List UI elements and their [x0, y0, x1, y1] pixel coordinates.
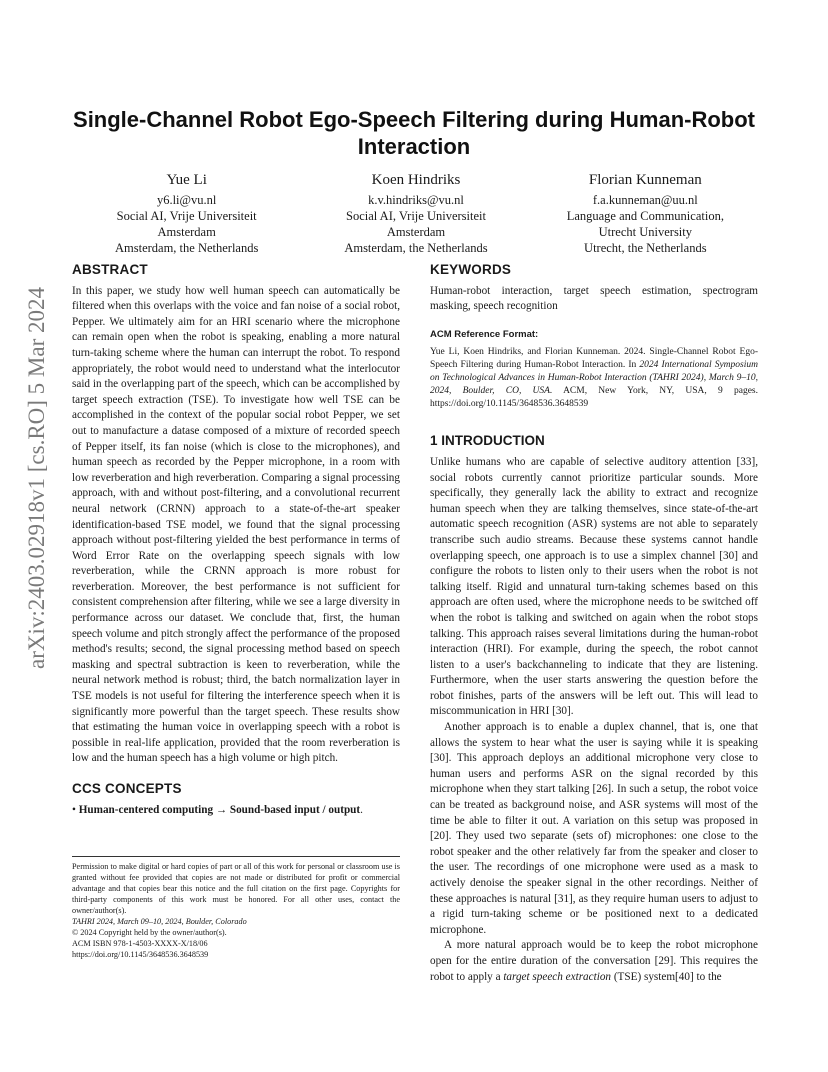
keywords-text: Human-robot interaction, target speech estimation, spectrogram masking, speech recognition: [430, 284, 758, 313]
keywords-heading: KEYWORDS: [430, 262, 512, 277]
acm-reference-part1: Yue Li, Koen Hindriks, and Florian Kunneman. 2024. Single-Channel Robot Ego-Speech Filtering during Human-Robot Interaction. In: [430, 347, 758, 371]
author-affiliation-line: Amsterdam: [157, 225, 216, 239]
right-column: [430, 262, 758, 985]
abstract-text: In this paper, we study how well human speech can automatically be filtered when this overlaps with the voice and fan noise of a social robot, Pepper. We ultimately aim for an HRI scenario where the microphone can remain open when the robot is speaking, enabling a more natural turn-taking scheme where the human can interrupt the robot. To respond appropriately, the robot would need to understand what the interlocutor said in the overlapping part of the speech, which can be accomplished by target speech extraction (TSE). To investigate how well TSE can be accomplished in the context of the popular social robot Pepper, we set out to manufacture a datase composed of a mixture of recorded speech of Pepper itself, its fan noise (which is close to the microphones), and human speech as recorded by the Pepper microphone, in a room with low reverberation and high reverberation. Comparing a signal processing approach, with and without post-filtering, and a convolutional recurrent neural network (CRNN) approach to a state-of-the-art speaker identification-based TSE model, we found that the signal processing approach without post-filtering yielded the best performance in terms of Word Error Rate on the overlapping speech signals with low reverberation, while the CRNN approach is more robust for reverberation. Moreover, the best performance is not sufficient for consistent comprehension after filtering, while we see a large diversity in performance across our dataset. We conclude that, first, the human speech volume and pitch strongly affect the performance of the proposed method's results; second, the signal processing method based on speech masking and spectral subtraction is keen to reverberation, while the neural network method is robust; third, the batch normalization layer in TSE models is not useful for filtering the interference speech when it is significantly more powerful than the target speech. These results show that estimating the human voice in overlapping speech with a robot is possible in real-life application, provided that the room reverberation is low and the human speech has a high volume or high pitch.: [72, 284, 400, 765]
ccs-heading: CCS CONCEPTS: [72, 781, 182, 796]
intro-emphasis: target speech extraction: [503, 970, 612, 983]
author-1: [72, 170, 301, 256]
isbn-line: ACM ISBN 978-1-4503-XXXX-X/18/06: [72, 939, 208, 948]
ccs-end: .: [360, 803, 363, 816]
ccs-arrow: →: [215, 803, 228, 816]
author-affiliation-line: Social AI, Vrije Universiteit: [116, 209, 257, 223]
ccs-concept: [72, 803, 400, 819]
intro-heading: 1 INTRODUCTION: [430, 433, 545, 449]
acm-reference-heading: ACM Reference Format:: [430, 328, 539, 340]
author-name: Koen Hindriks: [371, 172, 461, 188]
author-affiliation-line: Utrecht, the Netherlands: [584, 241, 707, 255]
abstract-heading: ABSTRACT: [72, 262, 148, 277]
intro-paragraph-1: Unlike humans who are capable of selective auditory attention [33], social robots currently cannot prioritize particular sounds. More specifically, they generally lack the ability to extract and recognize human speech when they are talking themselves, since state-of-the-art automatic speech recognition (ASR) systems are not able to separately transcribe such audio streams. Because these systems cannot handle overlapping speech, one approach is to use a simplex channel [30] and configure the robots to listen only to their users when the robot is not talking itself. Rigid and unnatural turn-taking schemes based on this approach are often used, where the microphone needs to be switched off when the robot is talking and switched on again when the robot stops talking. This approach raises several limitations during the human-robot interaction (HRI). For example, during the speech, the robot cannot listen to a user's backchanneling to indicate that they are listening. Furthermore, when the user starts answering the question before the robot finishes, parts of the answers will be left out. This will lead to miscommunication in HRI [30].: [430, 455, 758, 718]
acm-reference-part2: ACM, New York, NY, USA, 9 pages. https://doi.org/10.1145/3648536.3648539: [430, 386, 758, 410]
footnote-block: [72, 856, 400, 960]
doi-line[interactable]: https://doi.org/10.1145/3648536.3648539: [72, 950, 209, 959]
author-email: y6.li@vu.nl: [156, 193, 217, 207]
arxiv-stamp: [22, 288, 52, 668]
author-name: Yue Li: [166, 172, 207, 188]
author-2: [301, 170, 530, 256]
ccs-bullet: •: [72, 803, 76, 816]
acm-reference-text: [430, 346, 758, 411]
left-column: [72, 262, 400, 818]
intro-paragraph-3-b: (TSE) system[40] to the: [611, 970, 722, 983]
ccs-left: Human-centered computing: [78, 803, 214, 816]
copyright-line: © 2024 Copyright held by the owner/author(s).: [72, 928, 227, 937]
author-email: k.v.hindriks@vu.nl: [368, 193, 464, 207]
author-affiliation-line: Amsterdam: [386, 225, 446, 239]
author-affiliation-line: Utrecht University: [598, 225, 693, 239]
author-affiliation-line: Language and Communication,: [566, 209, 724, 223]
author-3: [531, 170, 760, 256]
intro-paragraph-2: Another approach is to enable a duplex channel, that is, one that allows the system to hear what the user is saying while it is speaking [30]. This approach deploys an additional microphone very close to human users and performs ASR on the signal recorded by this microphone when they start talking [26]. In such a setup, the robot voice can be treated as background noise, and ASR systems will most of the time be able to filter it out. A variation on this setup was proposed in [20]. They used two separate (sets of) microphones: one close to the robot speaker and the other relatively far from the speaker and closer to the user. The recordings of one microphone were used as a mask to actively denoise the speaker signal in the other recordings. Neither of these approaches is natural [31], as they require human users to adjust to a rigid turn-taking scheme or be positioned next to a dedicated microphone.: [430, 721, 758, 936]
author-block: [72, 170, 760, 256]
author-affiliation-line: Social AI, Vrije Universiteit: [346, 209, 486, 223]
intro-paragraph-3-a: A more natural approach would be to keep the robot microphone open for the entire duration of the conversation [29]. This requires the robot to apply a: [430, 939, 758, 983]
permission-notice: Permission to make digital or hard copies of part or all of this work for personal or classroom use is granted without fee provided that copies are not made or distributed for profit or commercial advantage and that copies bear this notice and the full citation on the first page. Copyrights for third-party components of this work must be honored. For all other uses, contact the owner/author(s).: [72, 862, 400, 915]
acm-reference-venue: 2024 International Symposium on Technological Advances in Human-Robot Interaction (TAHRI 2024), March 9–10, 2024, Boulder, CO, USA.: [430, 360, 758, 397]
intro-paragraph-3: [430, 938, 758, 985]
author-affiliation-line: Amsterdam, the Netherlands: [114, 241, 259, 255]
arxiv-identifier: arXiv:2403.02918v1 [cs.RO] 5 Mar 2024: [24, 286, 49, 670]
author-affiliation-line: Amsterdam, the Netherlands: [344, 241, 488, 255]
author-name: Florian Kunneman: [588, 172, 702, 188]
ccs-right: Sound-based input / output: [229, 803, 361, 816]
paper-title: Single-Channel Robot Ego-Speech Filtering during Human-Robot Interaction: [73, 107, 755, 159]
venue-line: TAHRI 2024, March 09–10, 2024, Boulder, Colorado: [72, 917, 247, 926]
author-email: f.a.kunneman@uu.nl: [592, 193, 698, 207]
